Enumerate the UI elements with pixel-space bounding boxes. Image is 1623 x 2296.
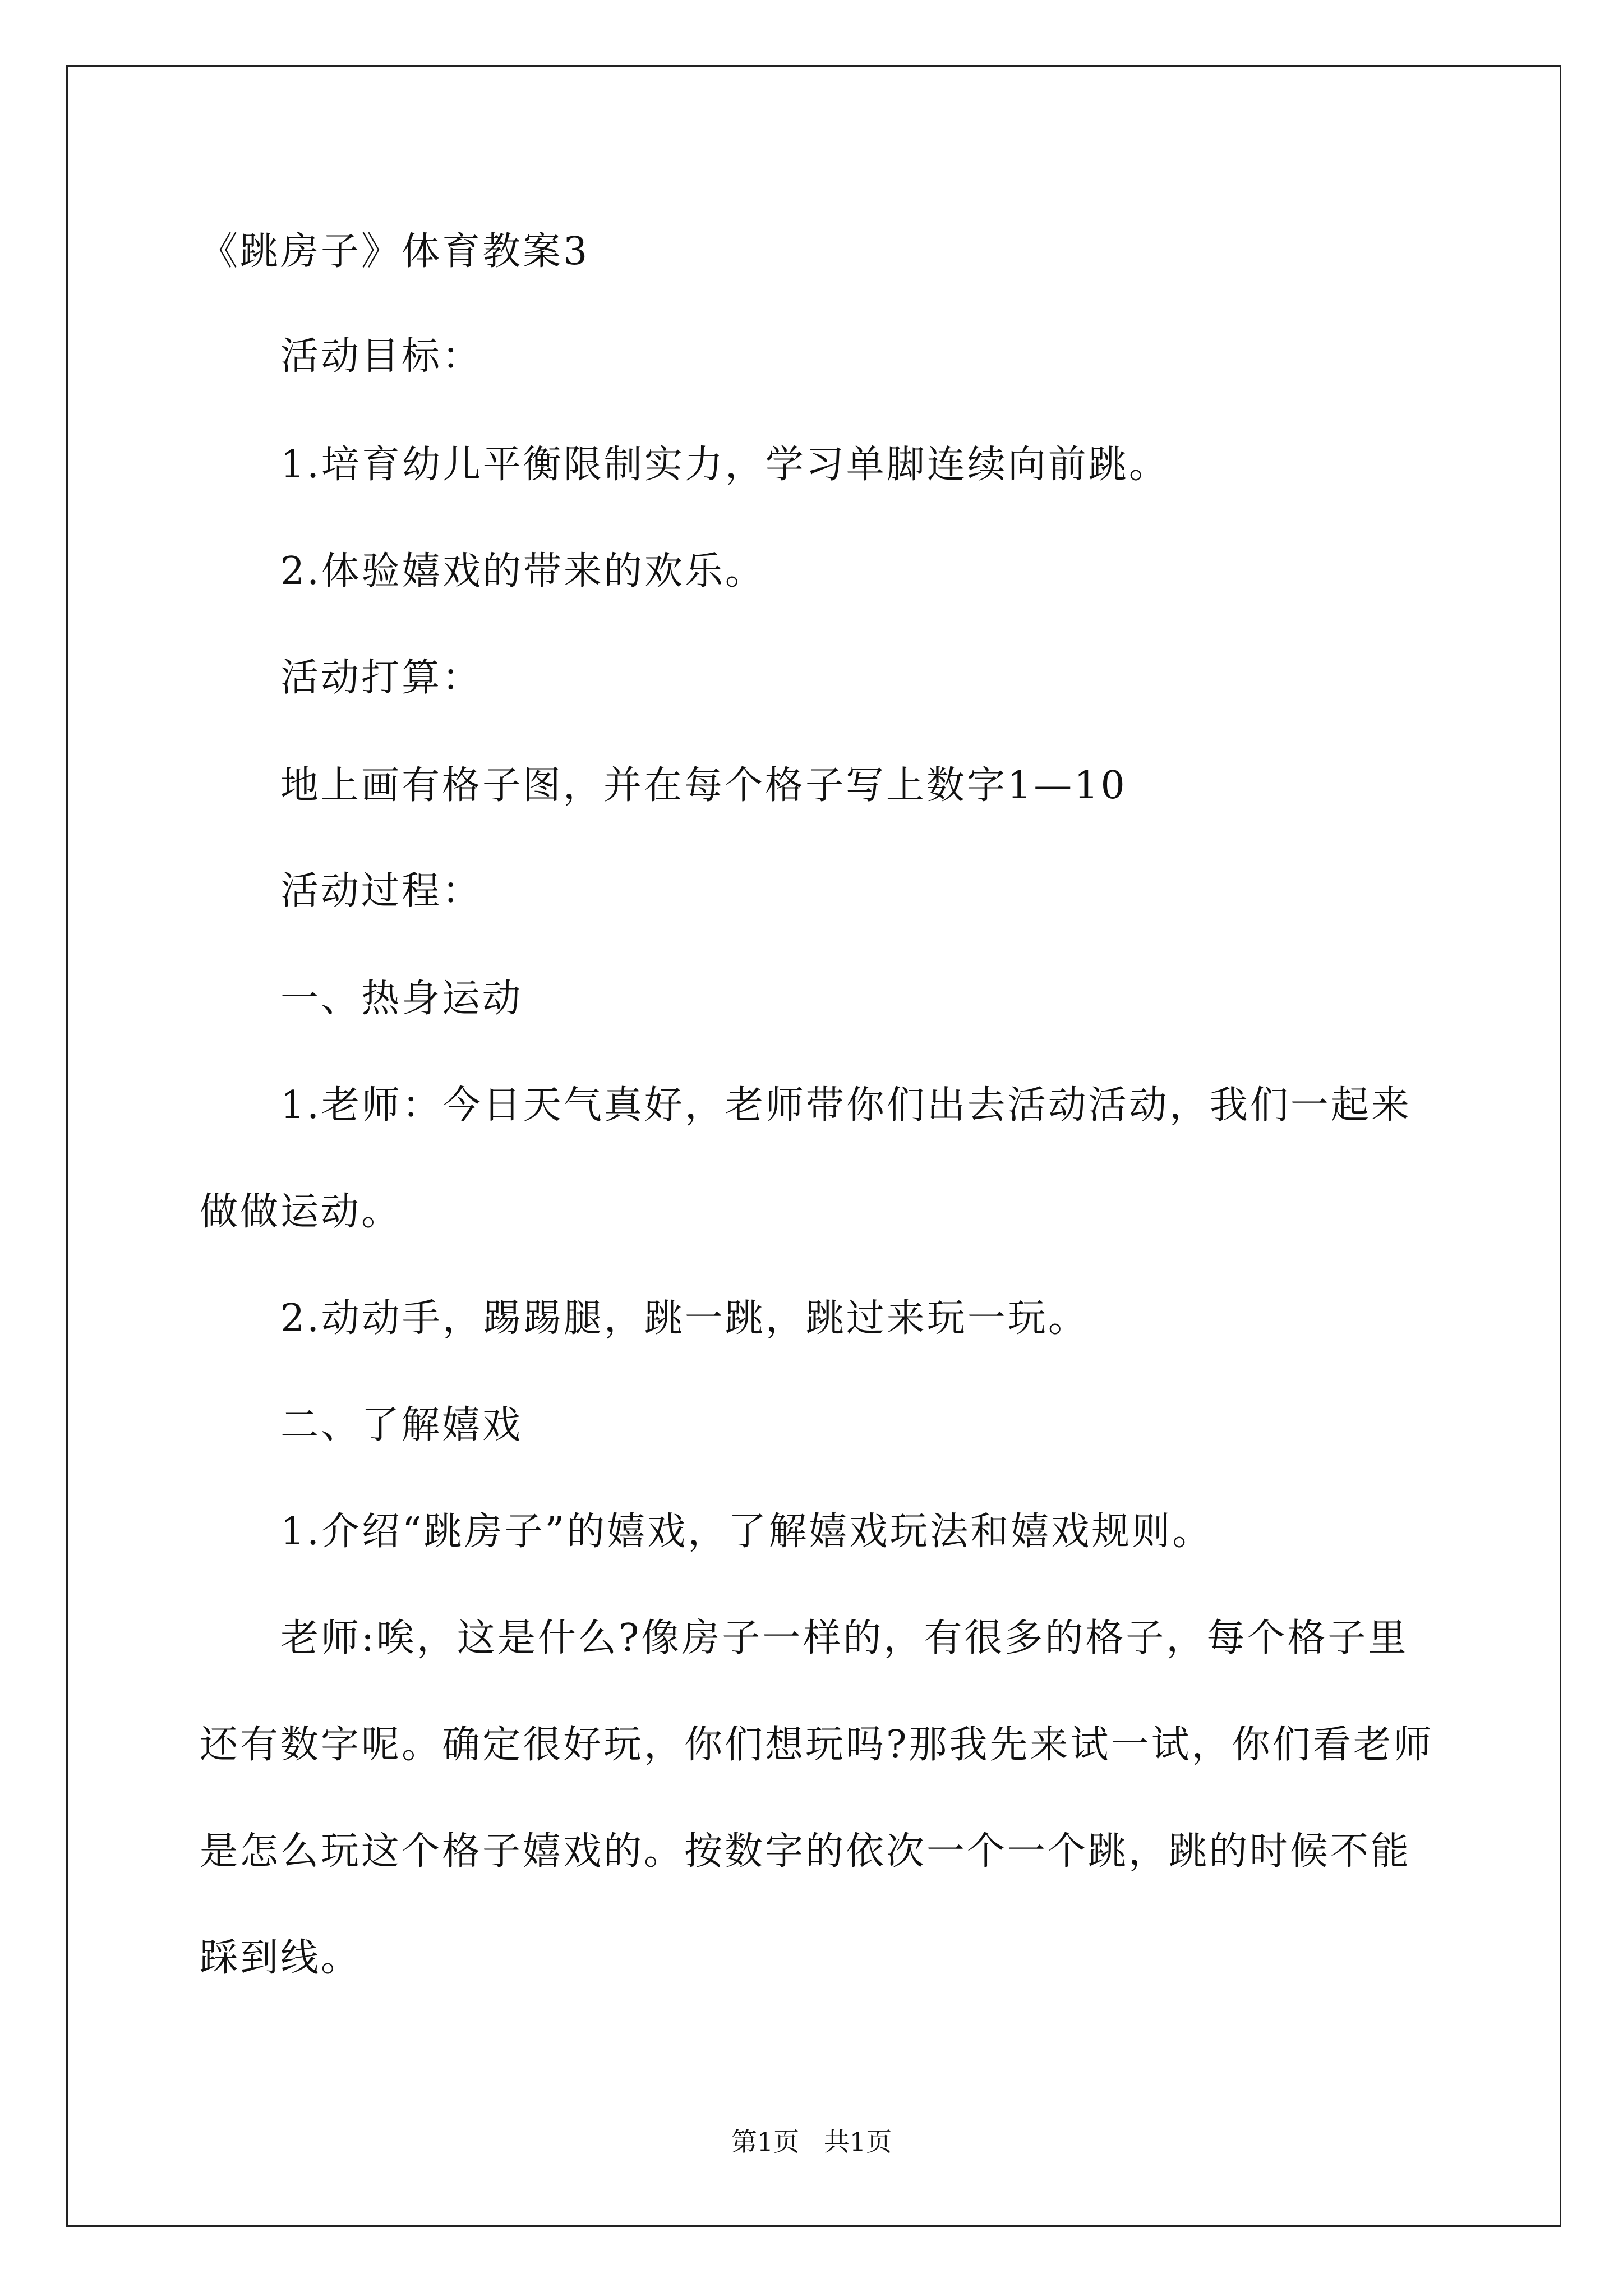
text-line: 老师:唉，这是什么?像房子一样的，有很多的格子，每个格子里 (280, 1616, 1409, 1660)
text-line: 2.动动手，踢踢腿，跳一跳，跳过来玩一玩。 (280, 1296, 1089, 1341)
text-line: 1.老师：今日天气真好，老师带你们出去活动活动，我们一起来 (280, 1083, 1412, 1128)
text-line: 活动打算： (280, 656, 483, 700)
text-line: 踩到线。 (200, 1936, 362, 1980)
text-line: 2.体验嬉戏的带来的欢乐。 (280, 549, 766, 593)
text-line: 一、热身运动 (280, 977, 523, 1021)
text-line: 活动目标： (280, 334, 483, 379)
text-line: 1.介绍“跳房子”的嬉戏，了解嬉戏玩法和嬉戏规则。 (280, 1510, 1213, 1554)
text-line: 1.培育幼儿平衡限制实力，学习单脚连续向前跳。 (280, 443, 1169, 487)
page-footer: 第1页 共1页 (731, 2127, 892, 2157)
text-line: 是怎么玩这个格子嬉戏的。按数字的依次一个一个跳，跳的时候不能 (200, 1829, 1412, 1874)
document-title: 《跳房子》体育教案3 (200, 229, 590, 274)
text-line: 活动过程： (280, 869, 483, 913)
text-line: 还有数字呢。确定很好玩，你们想玩吗?那我先来试一试，你们看老师 (200, 1723, 1434, 1767)
text-line: 做做运动。 (200, 1190, 402, 1234)
page-frame (66, 65, 1561, 2227)
text-line: 二、了解嬉戏 (280, 1403, 523, 1447)
text-line: 地上画有格子图，并在每个格子写上数字1—10 (280, 763, 1127, 808)
